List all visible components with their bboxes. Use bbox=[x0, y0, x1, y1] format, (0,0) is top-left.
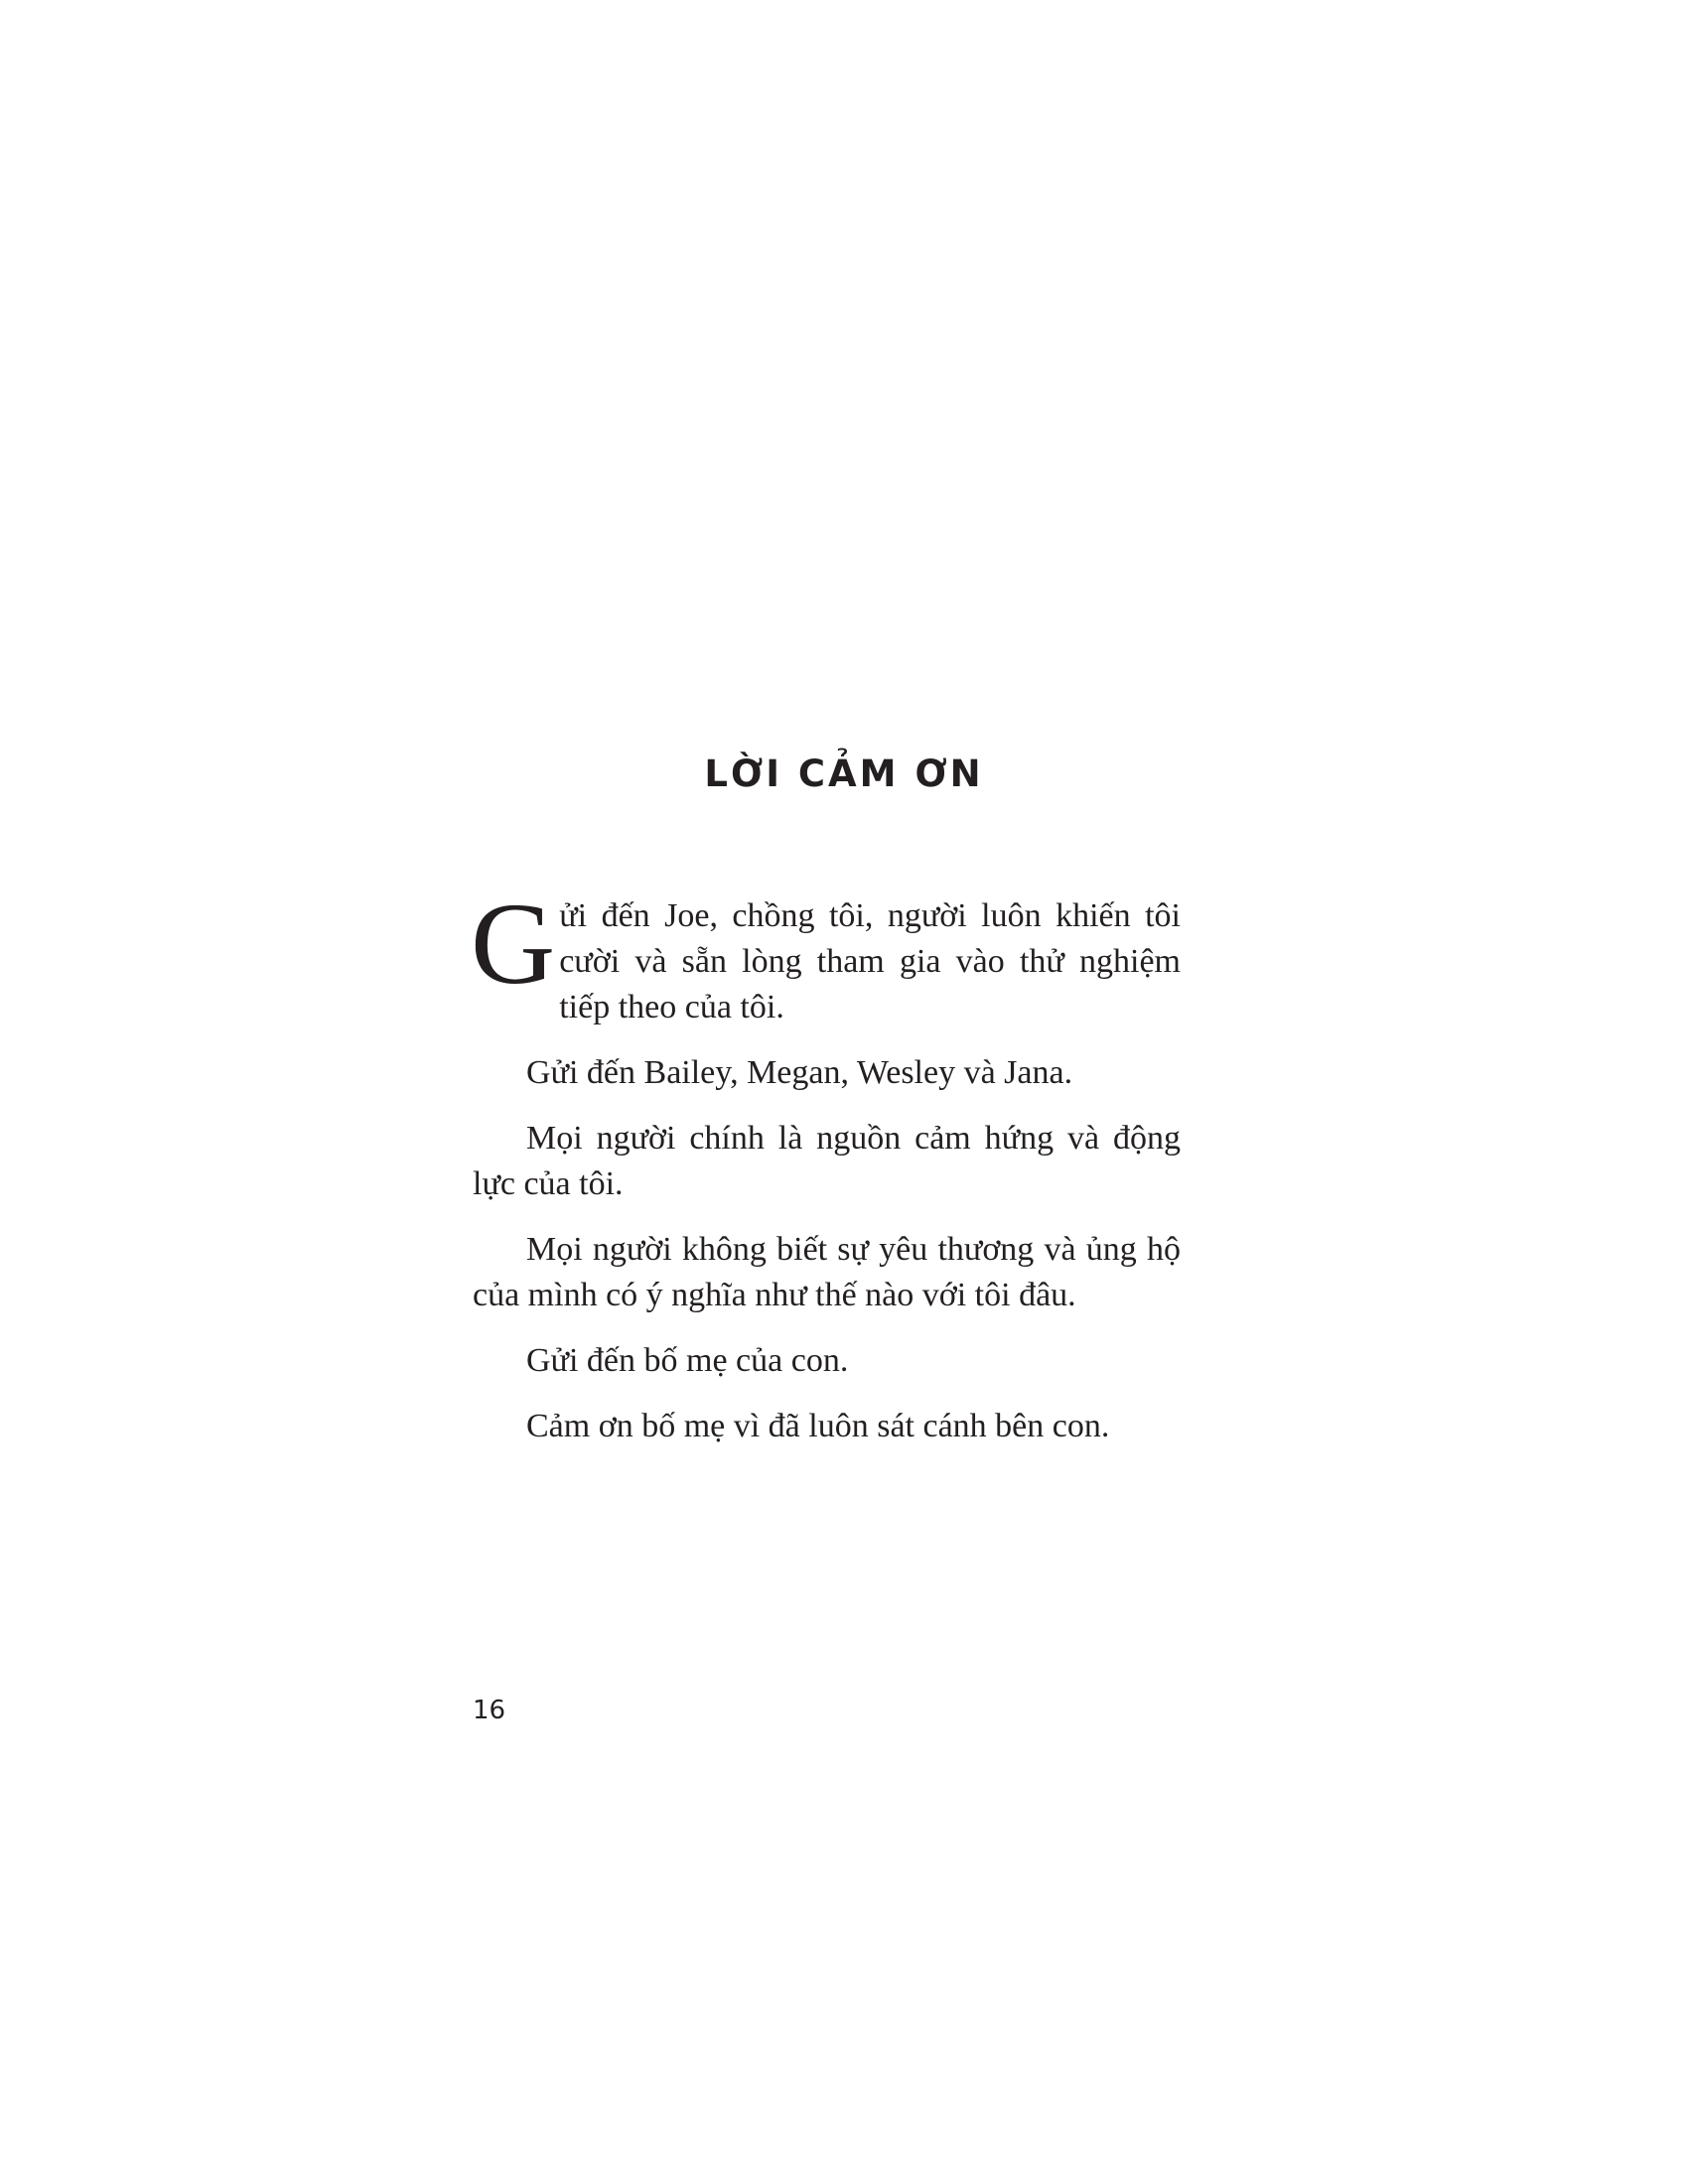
paragraph-1-text: ửi đến Joe, chồng tôi, người luôn khiến tôi cười và sẵn lòng tham gia vào thử nghiệm tiếp theo của tôi. bbox=[559, 897, 1181, 1025]
paragraph-2: Gửi đến Bailey, Megan, Wesley và Jana. bbox=[526, 1054, 1073, 1091]
page-number: 16 bbox=[473, 1696, 506, 1725]
paragraph-5: Gửi đến bố mẹ của con. bbox=[526, 1342, 849, 1379]
paragraph-1 bbox=[471, 879, 1181, 1030]
paragraph-4: Mọi người không biết sự yêu thương và ủng hộ của mình có ý nghĩa như thế nào với tôi đâu. bbox=[473, 1231, 1181, 1313]
acknowledgements-body bbox=[471, 879, 1181, 1469]
drop-cap-letter: G bbox=[471, 879, 556, 1009]
paragraph-3: Mọi người chính là nguồn cảm hứng và động lực của tôi. bbox=[473, 1120, 1181, 1202]
page-title: LỜI CẢM ƠN bbox=[704, 752, 984, 795]
paragraph-6: Cảm ơn bố mẹ vì đã luôn sát cánh bên con. bbox=[526, 1408, 1110, 1444]
